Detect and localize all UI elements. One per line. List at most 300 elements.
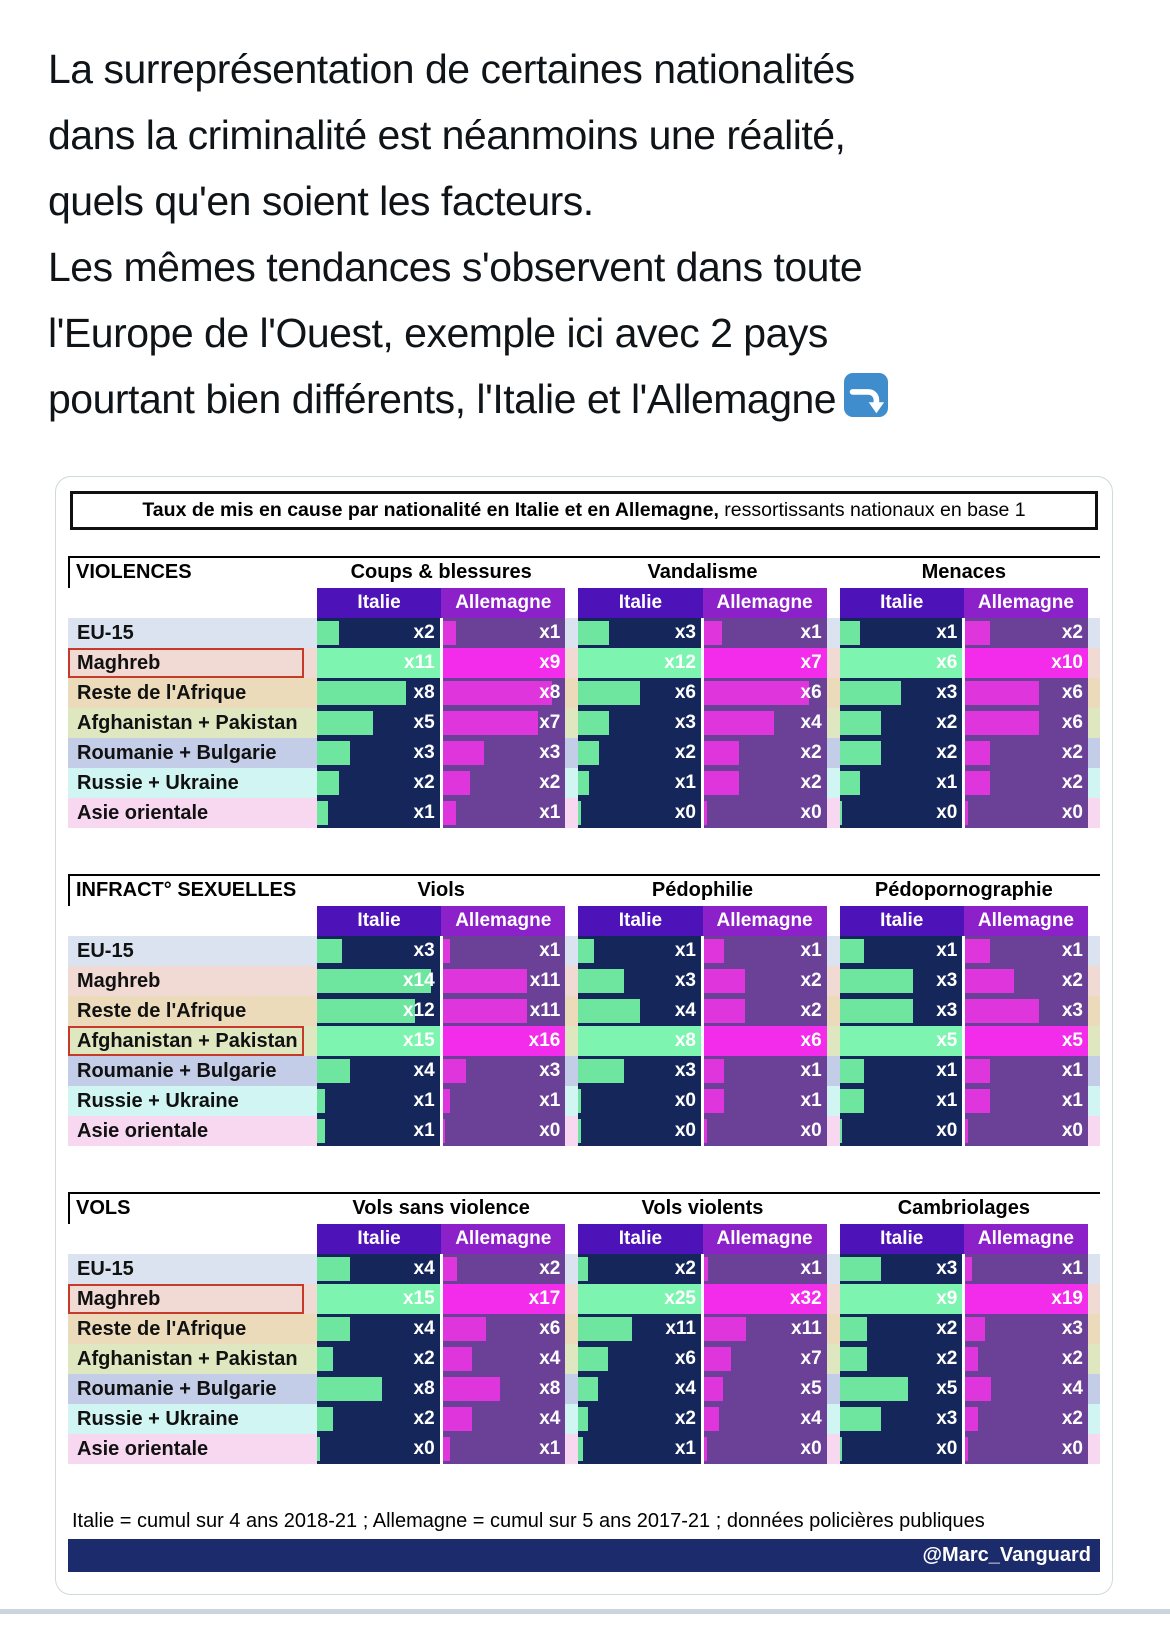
bar-cell bbox=[840, 678, 963, 708]
bar-value: x3 bbox=[1061, 1318, 1083, 1339]
bar-cell bbox=[965, 1284, 1088, 1314]
bar-cell bbox=[578, 1344, 701, 1374]
bar-value: x3 bbox=[936, 970, 958, 991]
bar bbox=[965, 969, 1014, 993]
bar-cell bbox=[704, 1404, 827, 1434]
bar-cell bbox=[317, 1284, 440, 1314]
bar-cell bbox=[443, 1056, 566, 1086]
bar-value: x19 bbox=[1051, 1288, 1083, 1309]
bar bbox=[443, 1437, 450, 1461]
bar-value: x1 bbox=[1061, 1258, 1083, 1279]
bar bbox=[578, 771, 588, 795]
bar-pair-panel bbox=[317, 678, 565, 708]
bar bbox=[840, 1377, 908, 1401]
bar bbox=[840, 1119, 843, 1143]
bar-value: x3 bbox=[674, 970, 696, 991]
bar-cell bbox=[317, 1056, 440, 1086]
bar-pair-panel bbox=[578, 1404, 826, 1434]
bar-value: x3 bbox=[936, 682, 958, 703]
row-label: Afghanistan + Pakistan bbox=[77, 712, 298, 734]
bar-value: x1 bbox=[1061, 940, 1083, 961]
bar bbox=[578, 801, 581, 825]
bar-cell bbox=[965, 1056, 1088, 1086]
bar-value: x1 bbox=[1061, 1090, 1083, 1111]
row-label: Roumanie + Bulgarie bbox=[77, 742, 277, 764]
bar-cell bbox=[965, 1344, 1088, 1374]
bar bbox=[578, 1119, 581, 1143]
bar-cell bbox=[317, 678, 440, 708]
bar-value: x2 bbox=[413, 622, 435, 643]
country-header-row bbox=[68, 1224, 1100, 1254]
bar bbox=[704, 621, 722, 645]
bar-value: x32 bbox=[789, 1288, 822, 1309]
tweet-text-line: dans la criminalité est néanmoins une réalité, bbox=[48, 112, 846, 158]
chart-section bbox=[68, 1192, 1100, 1464]
country-header-italie: Italie bbox=[840, 906, 964, 936]
bar-value: x10 bbox=[1051, 652, 1083, 673]
bar-pair-panel bbox=[840, 1086, 1088, 1116]
bar-cell bbox=[965, 1116, 1088, 1146]
spacer bbox=[68, 588, 304, 618]
country-header-panel bbox=[578, 1224, 826, 1254]
bar bbox=[578, 711, 609, 735]
bar-pair-panel bbox=[840, 1434, 1088, 1464]
bar bbox=[317, 1059, 350, 1083]
bar-pair-panel bbox=[317, 936, 565, 966]
bar-cell bbox=[965, 768, 1088, 798]
bar-value: x1 bbox=[936, 940, 958, 961]
bar-cell bbox=[840, 618, 963, 648]
spacer bbox=[68, 906, 304, 936]
bar-cell bbox=[317, 1314, 440, 1344]
bar-cell bbox=[317, 1404, 440, 1434]
bar-value: x11 bbox=[791, 1318, 822, 1339]
bar-value: x4 bbox=[674, 1378, 696, 1399]
country-header-allemagne: Allemagne bbox=[703, 588, 827, 618]
bar bbox=[965, 771, 990, 795]
bar-pair-panel bbox=[578, 768, 826, 798]
bar-cell bbox=[965, 1254, 1088, 1284]
bar-pair-panel bbox=[840, 708, 1088, 738]
country-header-allemagne: Allemagne bbox=[964, 906, 1088, 936]
country-header-italie: Italie bbox=[317, 906, 441, 936]
bar bbox=[965, 1407, 978, 1431]
bar-value: x4 bbox=[413, 1060, 435, 1081]
bar bbox=[704, 1059, 724, 1083]
bar bbox=[443, 681, 552, 705]
bar bbox=[443, 1317, 486, 1341]
bar bbox=[965, 741, 990, 765]
bar-cell bbox=[704, 678, 827, 708]
bar-cell bbox=[965, 678, 1088, 708]
bar-value: x0 bbox=[1061, 802, 1083, 823]
section-label: INFRACT° SEXUELLES bbox=[68, 876, 304, 906]
table-row bbox=[68, 768, 1100, 798]
bar-cell bbox=[965, 966, 1088, 996]
bar-cell bbox=[317, 966, 440, 996]
bar-pair-panel bbox=[317, 618, 565, 648]
bar-value: x0 bbox=[1061, 1438, 1083, 1459]
bar-pair-panel bbox=[840, 936, 1088, 966]
bar-pair-panel bbox=[578, 1314, 826, 1344]
bar bbox=[443, 1407, 472, 1431]
bar bbox=[578, 1407, 588, 1431]
bar-value: x5 bbox=[936, 1030, 958, 1051]
bar-cell bbox=[443, 1116, 566, 1146]
bar-pair-panel bbox=[840, 798, 1088, 828]
bar-value: x0 bbox=[674, 1090, 696, 1111]
bar-pair-panel bbox=[578, 798, 826, 828]
row-label: Roumanie + Bulgarie bbox=[77, 1060, 277, 1082]
subchart-title: Pédopornographie bbox=[874, 879, 1053, 901]
bar-cell bbox=[443, 1086, 566, 1116]
bar-cell bbox=[578, 1026, 701, 1056]
bar bbox=[704, 801, 707, 825]
bar-value: x1 bbox=[539, 1438, 561, 1459]
bar-value: x1 bbox=[800, 1060, 822, 1081]
bar bbox=[704, 1119, 707, 1143]
country-header-italie: Italie bbox=[840, 1224, 964, 1254]
bar-value: x3 bbox=[674, 1060, 696, 1081]
bar-value: x8 bbox=[539, 1378, 561, 1399]
bar bbox=[840, 999, 914, 1023]
bar bbox=[443, 1089, 451, 1113]
bar-value: x4 bbox=[1061, 1378, 1083, 1399]
bar-cell bbox=[965, 1374, 1088, 1404]
bar-cell bbox=[840, 1434, 963, 1464]
bar bbox=[704, 1437, 707, 1461]
bar-cell bbox=[578, 936, 701, 966]
bar-value: x4 bbox=[674, 1000, 696, 1021]
table-row bbox=[68, 1284, 1100, 1314]
bar bbox=[965, 1257, 971, 1281]
bar-cell bbox=[578, 1404, 701, 1434]
bar-value: x2 bbox=[1061, 1348, 1083, 1369]
bar-value: x1 bbox=[800, 940, 822, 961]
bar-cell bbox=[578, 648, 701, 678]
bar bbox=[578, 1257, 588, 1281]
country-header-allemagne: Allemagne bbox=[703, 906, 827, 936]
chart-title-bold: Taux de mis en cause par nationalité en Italie et en Allemagne, bbox=[142, 499, 719, 521]
bar-value: x5 bbox=[413, 712, 435, 733]
bar bbox=[704, 939, 724, 963]
table-row bbox=[68, 1086, 1100, 1116]
bar-value: x2 bbox=[674, 1258, 696, 1279]
bar bbox=[704, 741, 739, 765]
bar-cell bbox=[578, 1086, 701, 1116]
country-header-panel bbox=[840, 906, 1088, 936]
bar-value: x1 bbox=[936, 622, 958, 643]
subchart-title: Vols violents bbox=[641, 1197, 764, 1219]
tweet-text-line: quels qu'en soient les facteurs. bbox=[48, 178, 594, 224]
bar bbox=[965, 1119, 968, 1143]
bar-cell bbox=[317, 936, 440, 966]
bar-cell bbox=[704, 936, 827, 966]
bar-cell bbox=[317, 738, 440, 768]
bar-pair-panel bbox=[840, 1314, 1088, 1344]
row-label: Asie orientale bbox=[77, 1120, 209, 1142]
bar-cell bbox=[704, 1254, 827, 1284]
row-label: Asie orientale bbox=[77, 1438, 209, 1460]
bar bbox=[443, 771, 470, 795]
bar bbox=[443, 969, 527, 993]
bar-cell bbox=[840, 1026, 963, 1056]
bar bbox=[578, 999, 639, 1023]
bar-cell bbox=[840, 1344, 963, 1374]
bar-value: x6 bbox=[936, 652, 958, 673]
bar-cell bbox=[704, 738, 827, 768]
bar-cell bbox=[840, 936, 963, 966]
bar bbox=[965, 1347, 978, 1371]
bar-value: x8 bbox=[674, 1030, 696, 1051]
bar-value: x17 bbox=[528, 1288, 561, 1309]
bar-pair-panel bbox=[840, 1026, 1088, 1056]
bar bbox=[704, 1377, 723, 1401]
tweet-body bbox=[0, 0, 1170, 432]
chart-image-card bbox=[55, 476, 1113, 1595]
country-header-italie: Italie bbox=[840, 588, 964, 618]
bar bbox=[443, 1377, 501, 1401]
bar bbox=[840, 969, 914, 993]
subchart-title: Vandalisme bbox=[647, 561, 758, 583]
bar-value: x3 bbox=[539, 1060, 561, 1081]
bar-cell bbox=[317, 1434, 440, 1464]
bar-cell bbox=[965, 936, 1088, 966]
section-header-row bbox=[68, 1192, 1100, 1224]
bar-value: x2 bbox=[413, 772, 435, 793]
credit-bar bbox=[68, 1539, 1100, 1572]
bar-cell bbox=[840, 1254, 963, 1284]
bar-cell bbox=[704, 798, 827, 828]
bar-pair-panel bbox=[578, 678, 826, 708]
bar bbox=[840, 939, 865, 963]
table-row bbox=[68, 1404, 1100, 1434]
table-row bbox=[68, 1254, 1100, 1284]
bar bbox=[317, 771, 339, 795]
bar-value: x2 bbox=[1061, 772, 1083, 793]
bar-value: x2 bbox=[413, 1408, 435, 1429]
row-label: EU-15 bbox=[77, 1258, 134, 1280]
bar-value: x0 bbox=[1061, 1120, 1083, 1141]
table-row bbox=[68, 1026, 1100, 1056]
bar-pair-panel bbox=[840, 738, 1088, 768]
bar-value: x1 bbox=[1061, 1060, 1083, 1081]
tweet-text-line: pourtant bien différents, l'Italie et l'Allemagne bbox=[48, 366, 1122, 432]
bar bbox=[317, 741, 350, 765]
bar-pair-panel bbox=[578, 738, 826, 768]
bar-value: x4 bbox=[800, 1408, 822, 1429]
bar bbox=[965, 801, 968, 825]
bar-value: x4 bbox=[413, 1258, 435, 1279]
bar bbox=[840, 771, 860, 795]
bar-cell bbox=[317, 708, 440, 738]
bar bbox=[840, 741, 881, 765]
bar-value: x2 bbox=[1061, 622, 1083, 643]
bar bbox=[704, 999, 745, 1023]
bar-pair-panel bbox=[840, 1254, 1088, 1284]
bar-value: x9 bbox=[539, 652, 561, 673]
bar-value: x6 bbox=[800, 682, 822, 703]
bar-value: x2 bbox=[674, 1408, 696, 1429]
bar-value: x3 bbox=[539, 742, 561, 763]
bar-value: x4 bbox=[413, 1318, 435, 1339]
bar-cell bbox=[443, 1404, 566, 1434]
bar-cell bbox=[704, 966, 827, 996]
bar-value: x12 bbox=[402, 1000, 435, 1021]
bar bbox=[317, 681, 406, 705]
bar bbox=[443, 939, 451, 963]
bar-value: x2 bbox=[1061, 742, 1083, 763]
bar-cell bbox=[840, 996, 963, 1026]
bar-cell bbox=[965, 1314, 1088, 1344]
bar-value: x7 bbox=[800, 1348, 822, 1369]
bar-value: x5 bbox=[936, 1378, 958, 1399]
country-header-allemagne: Allemagne bbox=[964, 588, 1088, 618]
bar bbox=[317, 1407, 333, 1431]
bar-value: x5 bbox=[800, 1378, 822, 1399]
bar-pair-panel bbox=[317, 1374, 565, 1404]
bar-cell bbox=[840, 1404, 963, 1434]
row-label: Russie + Ukraine bbox=[77, 1090, 239, 1112]
bar-cell bbox=[704, 1374, 827, 1404]
country-header-panel bbox=[317, 906, 565, 936]
bar-pair-panel bbox=[317, 1344, 565, 1374]
bar-cell bbox=[840, 768, 963, 798]
bar bbox=[443, 1347, 472, 1371]
bar-cell bbox=[443, 1026, 566, 1056]
bar bbox=[317, 1437, 320, 1461]
bar-value: x0 bbox=[539, 1120, 561, 1141]
bar-cell bbox=[578, 618, 701, 648]
bar bbox=[578, 741, 598, 765]
section-header-row bbox=[68, 556, 1100, 588]
bar bbox=[317, 999, 415, 1023]
bar-value: x1 bbox=[800, 1090, 822, 1111]
bar-cell bbox=[443, 996, 566, 1026]
bar-value: x1 bbox=[413, 1090, 435, 1111]
bar-cell bbox=[578, 768, 701, 798]
bar-value: x2 bbox=[936, 1348, 958, 1369]
bar-pair-panel bbox=[578, 996, 826, 1026]
bar-cell bbox=[317, 996, 440, 1026]
bar bbox=[704, 711, 774, 735]
table-row bbox=[68, 1374, 1100, 1404]
bar-value: x6 bbox=[1061, 712, 1083, 733]
bar-value: x6 bbox=[800, 1030, 822, 1051]
country-header-panel bbox=[840, 1224, 1088, 1254]
bar-pair-panel bbox=[578, 1026, 826, 1056]
bar-value: x2 bbox=[539, 772, 561, 793]
bar-value: x1 bbox=[800, 622, 822, 643]
bar bbox=[578, 681, 639, 705]
bar-cell bbox=[578, 1116, 701, 1146]
section-label: VOLS bbox=[68, 1194, 304, 1224]
bar-cell bbox=[443, 966, 566, 996]
bar-cell bbox=[443, 738, 566, 768]
bar-value: x2 bbox=[800, 772, 822, 793]
bar-value: x2 bbox=[936, 712, 958, 733]
bar bbox=[443, 741, 484, 765]
bar-value: x3 bbox=[674, 712, 696, 733]
bar bbox=[578, 939, 593, 963]
bar-cell bbox=[578, 708, 701, 738]
bar bbox=[704, 1089, 724, 1113]
bar-cell bbox=[965, 996, 1088, 1026]
bar-value: x1 bbox=[674, 1438, 696, 1459]
bar-value: x1 bbox=[413, 802, 435, 823]
bar-pair-panel bbox=[317, 1056, 565, 1086]
subchart-title: Viols bbox=[417, 879, 465, 901]
row-label: Maghreb bbox=[68, 648, 304, 678]
bar-cell bbox=[443, 1314, 566, 1344]
bar-value: x4 bbox=[800, 712, 822, 733]
table-row bbox=[68, 1314, 1100, 1344]
bar-value: x3 bbox=[936, 1258, 958, 1279]
country-header-allemagne: Allemagne bbox=[441, 588, 565, 618]
table-row bbox=[68, 678, 1100, 708]
row-label: Reste de l'Afrique bbox=[77, 682, 247, 704]
bar-value: x0 bbox=[936, 1120, 958, 1141]
bar bbox=[704, 1407, 719, 1431]
table-row bbox=[68, 1116, 1100, 1146]
bar bbox=[578, 621, 609, 645]
bar bbox=[443, 1119, 446, 1143]
bar bbox=[965, 1059, 990, 1083]
bar-pair-panel bbox=[840, 1404, 1088, 1434]
bar-cell bbox=[965, 738, 1088, 768]
bar bbox=[840, 1407, 881, 1431]
row-label: Asie orientale bbox=[77, 802, 209, 824]
bar-pair-panel bbox=[317, 738, 565, 768]
bar bbox=[578, 1437, 583, 1461]
bar-cell bbox=[704, 1344, 827, 1374]
bar-pair-panel bbox=[317, 1116, 565, 1146]
bar-cell bbox=[317, 648, 440, 678]
bar-cell bbox=[578, 1284, 701, 1314]
row-label: Russie + Ukraine bbox=[77, 1408, 239, 1430]
bar-cell bbox=[578, 996, 701, 1026]
bar-value: x4 bbox=[539, 1348, 561, 1369]
table-row bbox=[68, 738, 1100, 768]
bar-value: x16 bbox=[528, 1030, 561, 1051]
bar-cell bbox=[704, 1116, 827, 1146]
bar-pair-panel bbox=[840, 1116, 1088, 1146]
bar-cell bbox=[704, 618, 827, 648]
country-header-italie: Italie bbox=[578, 588, 702, 618]
bar bbox=[965, 999, 1039, 1023]
row-label: EU-15 bbox=[77, 622, 134, 644]
table-row bbox=[68, 1344, 1100, 1374]
bar-cell bbox=[840, 1284, 963, 1314]
bar-value: x0 bbox=[936, 1438, 958, 1459]
bar-cell bbox=[578, 1254, 701, 1284]
bar bbox=[443, 1257, 457, 1281]
bar bbox=[704, 1257, 708, 1281]
bar-cell bbox=[578, 966, 701, 996]
bar bbox=[965, 1377, 991, 1401]
country-header-italie: Italie bbox=[578, 906, 702, 936]
bar-cell bbox=[840, 708, 963, 738]
bar-value: x8 bbox=[413, 682, 435, 703]
bar-cell bbox=[965, 1434, 1088, 1464]
chart-title-normal: ressortissants nationaux en base 1 bbox=[718, 499, 1026, 521]
chart-sections bbox=[68, 556, 1100, 1464]
bar bbox=[704, 1317, 746, 1341]
bar bbox=[840, 1059, 865, 1083]
country-header-italie: Italie bbox=[317, 588, 441, 618]
bar-value: x0 bbox=[800, 1438, 822, 1459]
bar-cell bbox=[704, 648, 827, 678]
